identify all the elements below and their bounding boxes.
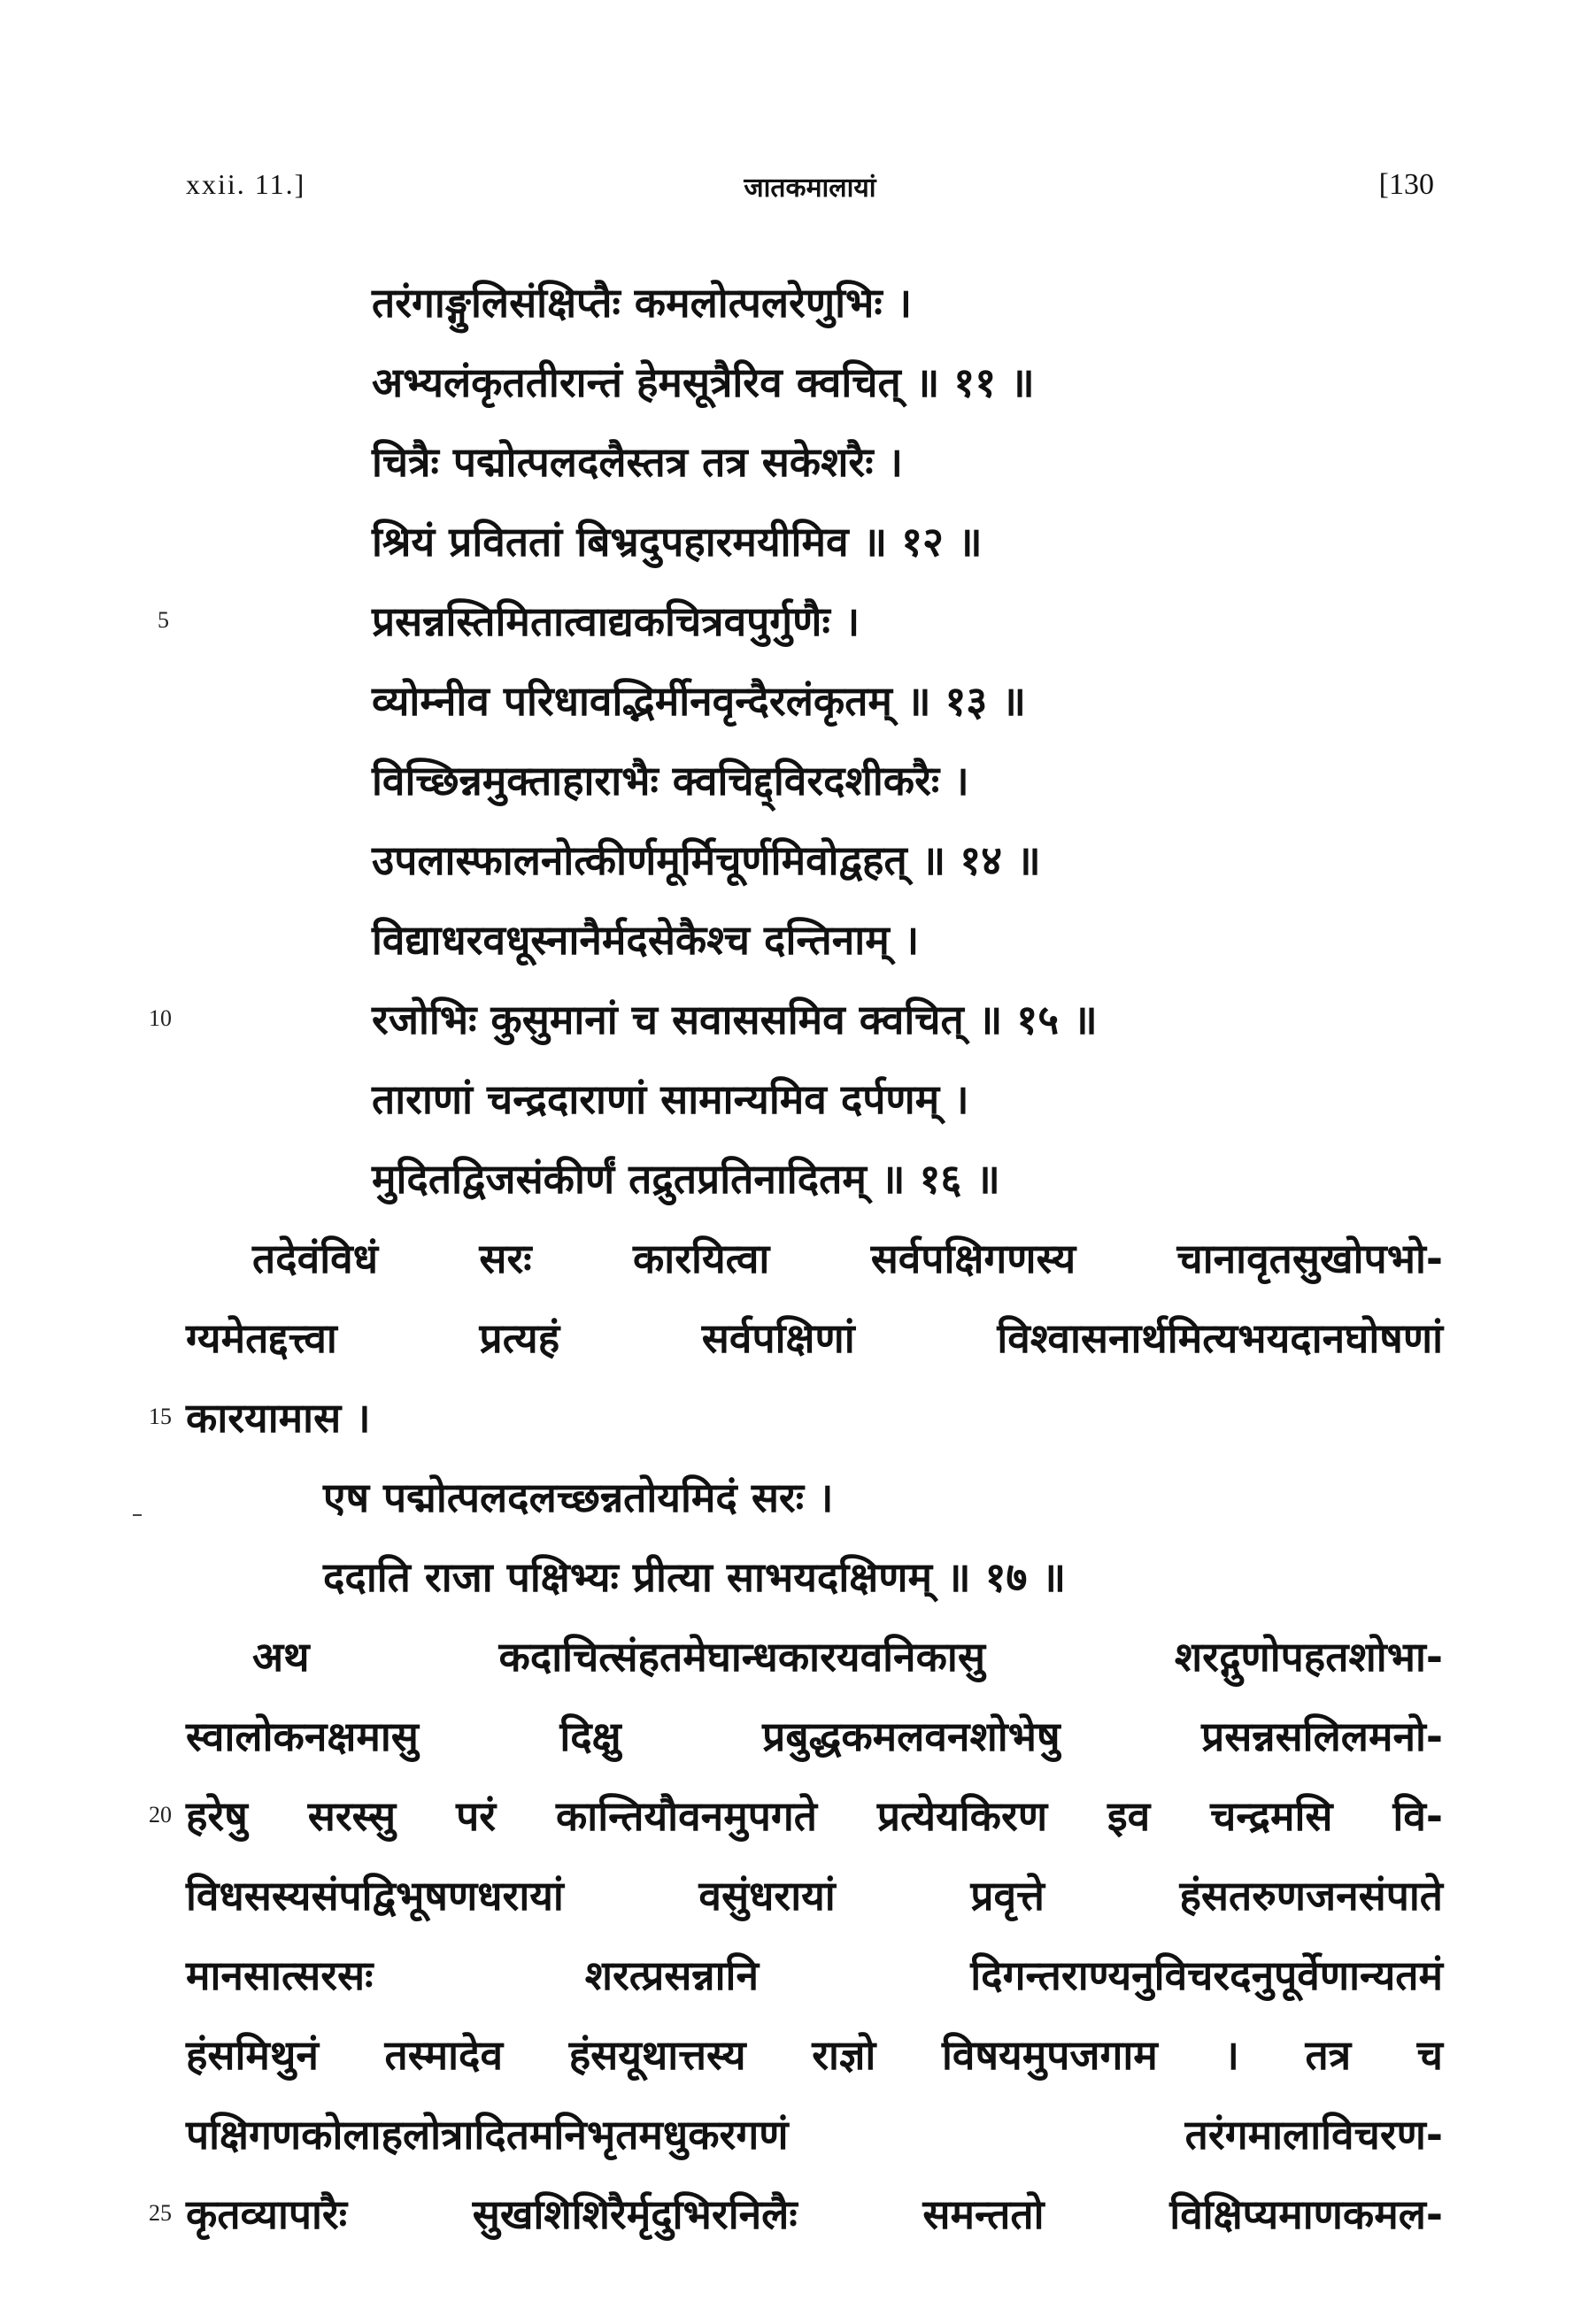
line-number: 20 <box>149 1802 172 1828</box>
verse-line: चित्रैः पद्मोत्पलदलैस्तत्र तत्र सकेशरैः । <box>372 438 903 486</box>
verse-line: मुदितद्विजसंकीर्णं तद्रुतप्रतिनादितम् ॥ १६ ॥ <box>372 1155 1000 1203</box>
verse-line: प्रसन्नस्तिमितात्वाद्यकचित्रवपुर्गुणैः । <box>372 597 860 645</box>
prose-line: कारयामास । <box>186 1394 371 1442</box>
running-header <box>186 168 1434 221</box>
line-number: 10 <box>149 1005 172 1031</box>
verse-line: विच्छिन्नमुक्ताहाराभैः क्वचिद्द्विरदशीकरैः । <box>372 757 969 804</box>
verse-line: ददाति राजा पक्षिभ्यः प्रीत्या साभयदक्षिणम् ॥ १७ ॥ <box>323 1553 1066 1601</box>
prose-line: मानसात्सरसः शरत्प्रसन्नानि दिगन्तराण्यनुविचरदनुपूर्वेणान्यतमं <box>186 1951 1443 1999</box>
prose-line: ग्यमेतद्दत्त्वा प्रत्यहं सर्वपक्षिणां विश्वासनार्थमित्यभयदानघोषणां <box>186 1314 1443 1362</box>
prose-line: विधसस्यसंपद्विभूषणधरायां वसुंधरायां प्रवृत्ते हंसतरुणजनसंपाते <box>186 1872 1443 1920</box>
line-number: 15 <box>149 1404 172 1429</box>
verse-line: तरंगाङ्गुलिसंक्षिप्तैः कमलोत्पलरेणुभिः । <box>372 279 913 327</box>
prose-line: पक्षिगणकोलाहलोत्रादितमनिभृतमधुकरगणं तरंगमालाविचरण- <box>186 2111 1443 2159</box>
running-title: जातकमालायां <box>744 173 876 204</box>
verse-line: रजोभिः कुसुमानां च सवाससमिव क्वचित् ॥ १५ ॥ <box>372 996 1098 1043</box>
line-number: 5 <box>158 607 169 633</box>
prose-line: हंसमिथुनं तस्मादेव हंसयूथात्तस्य राज्ञो विषयमुपजगाम । तत्र च <box>186 2031 1443 2079</box>
margin-mark <box>133 1514 142 1516</box>
prose-line: हरेषु सरस्सु परं कान्तियौवनमुपगते प्रत्येयकिरण इव चन्द्रमसि वि- <box>186 1792 1443 1840</box>
page-number: [130 <box>1378 168 1434 201</box>
section-reference: xxii. 11.] <box>186 168 306 200</box>
verse-line: व्योम्नीव परिधावद्भिर्मीनवृन्दैरलंकृतम् ॥ १३ ॥ <box>372 677 1026 725</box>
line-number: 25 <box>149 2200 172 2226</box>
prose-line: कृतव्यापारैः सुखशिशिरैर्मृदुभिरनिलैः समन्ततो विक्षिप्यमाणकमल- <box>186 2190 1443 2238</box>
verse-line: एष पद्मोत्पलदलच्छन्नतोयमिदं सरः । <box>323 1474 834 1521</box>
verse-line: श्रियं प्रविततां बिभ्रदुपहारमयीमिव ॥ १२ ॥ <box>372 518 983 566</box>
verse-line: ताराणां चन्द्रदाराणां सामान्यमिव दर्पणम् । <box>372 1075 969 1123</box>
verse-line: उपलास्फालनोत्कीर्णमूर्मिचूर्णमिवोद्वहत् ॥ १४ ॥ <box>372 836 1041 884</box>
prose-line: अथ कदाचित्संहतमेघान्धकारयवनिकासु शरद्गुणोपहतशोभा- <box>252 1633 1443 1681</box>
prose-line: स्वालोकनक्षमासु दिक्षु प्रबुद्धकमलवनशोभेषु प्रसन्नसलिलमनो- <box>186 1712 1443 1760</box>
prose-line: तदेवंविधं सरः कारयित्वा सर्वपक्षिगणस्य चानावृतसुखोपभो- <box>252 1235 1443 1282</box>
verse-line: अभ्यलंकृततीरान्तं हेमसूत्रैरिव क्वचित् ॥ ११ ॥ <box>372 358 1035 406</box>
verse-line: विद्याधरवधूस्नानैर्मदसेकैश्च दन्तिनाम् । <box>372 916 920 964</box>
